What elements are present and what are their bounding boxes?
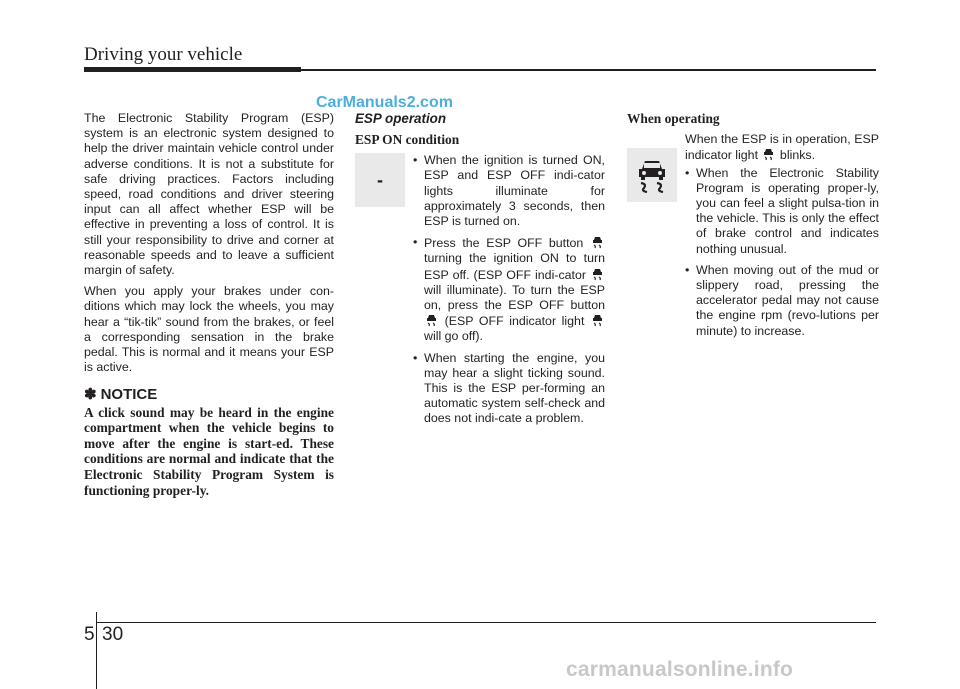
footer-rule (96, 622, 876, 623)
section-header-title: Driving your vehicle (84, 44, 243, 65)
when-operating-heading: When operating (627, 111, 720, 126)
column-1 (84, 111, 334, 504)
notice-heading (84, 387, 334, 402)
footer-divider (96, 612, 97, 689)
bullet-mud-slippery: • When moving out of the mud or slippery road, pressing the accelerator pedal may not cause the engine rpm (revo-lutions per minute) to increase. (685, 263, 879, 339)
bullet-engine-start-sound: • When starting the engine, you may hear a slight ticking sound. This is the ESP per-forming an automatic system self-check and does not indi-cate a problem. (413, 351, 605, 427)
when-operating-row (627, 132, 879, 345)
esp-indicator-box (627, 148, 677, 202)
esp-on-row (355, 153, 605, 432)
esp-on-condition-heading: ESP ON condition (355, 132, 460, 147)
column-3 (627, 111, 879, 345)
column-2 (355, 111, 605, 433)
header-thin-rule (301, 69, 876, 71)
esp-off-indicator-icon (592, 267, 603, 282)
esp-off-indicator-light-icon (592, 313, 603, 328)
esp-skid-car-icon (635, 157, 669, 193)
notice-body: A click sound may be heard in the engine compartment when the vehicle begins to move after the engine is start-ed. These conditions are normal and indicate that the Electronic Stability Program System is functioning proper-ly. (84, 404, 334, 498)
notice-star-icon: ✽ (84, 386, 97, 404)
notice-title: NOTICE (100, 386, 158, 404)
when-operating-bullets (685, 132, 879, 345)
esp-off-placeholder-box (355, 153, 405, 207)
watermark-bottom: carmanualsonline.info (566, 658, 794, 681)
bullet-ignition-on: • When the ignition is turned ON, ESP and ESP OFF indi-cator lights illuminate for approximately 3 seconds, then ESP is turned on. (413, 153, 605, 229)
dash-icon: - (377, 169, 383, 190)
header-thick-rule (84, 67, 301, 72)
esp-indicator-light-icon (763, 147, 774, 162)
esp-off-button-icon (426, 313, 437, 328)
watermark-top: CarManuals2.com (316, 94, 453, 111)
esp-on-bullets (413, 153, 605, 432)
chapter-number: 5 (84, 624, 95, 645)
bullet-esp-off-button: • Press the ESP OFF button turning the ignition ON to turn ESP off. (ESP OFF indi-cator will illuminate). To turn the ESP on, press the ESP OFF button (ESP OFF indicator light will go off). (413, 235, 605, 344)
when-operating-lead: When the ESP is in operation, ESP indicator light blinks. (685, 132, 879, 163)
bullet-pulsation: • When the Electronic Stability Program is operating proper-ly, you can feel a slight pulsa-tion in the vehicle. This is only the effect of brake control and indicates nothing unusual. (685, 166, 879, 257)
esp-indicator-icon (592, 235, 603, 250)
page-number: 30 (102, 624, 124, 645)
esp-operation-title: ESP operation (355, 111, 447, 126)
brake-sound-paragraph: When you apply your brakes under con-ditions which may lock the wheels, you may hear a “tik-tik” sound from the brakes, or feel a corresponding sensation in the brake pedal. This is normal and it means your ESP is active. (84, 284, 334, 375)
intro-paragraph: The Electronic Stability Program (ESP) system is an electronic system designed to help the driver maintain vehicle control under adverse conditions. It is not a substitute for safe driving practices. Factors including speed, road conditions and driver steering input can all affect whether ESP will be effective in preventing a loss of control. It is still your responsibility to drive and corner at reasonable speeds and to leave a sufficient margin of safety. (84, 111, 334, 278)
